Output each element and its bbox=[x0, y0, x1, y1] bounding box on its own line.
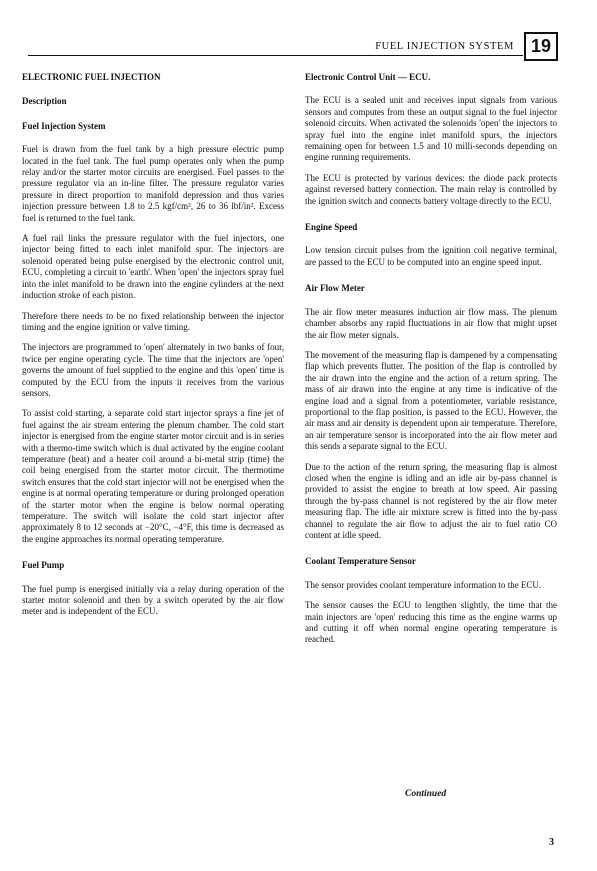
cold-start-paragraph: To assist cold starting, a separate cold start injector sprays a fine jet of fuel against the air stream entering the plenum chamber. The cold start injector is energised from the engine starter motor circuit and is in series with a thermo-time switch which is dual activated by the engine coolant temperature (heat) and a heater coil around a bi-metal strip (time) the coil being energised from the starter motor circuit. The thermotime switch ensures that the cold start injector will not be energised when the engine is at normal operating temperature or during prolonged operation of the starter motor when the engine is below normal operating temperature. The switch will isolate the cold start injector after approximately 8 to 12 seconds at −20°C, −4°F, this time is decreased as the engine approaches its normal operating temperature. bbox=[22, 408, 284, 544]
fuel-pump-heading: Fuel Pump bbox=[22, 560, 65, 571]
fuel-system-paragraph-3: Therefore there needs to be no fixed relationship between the injector timing and the engine ignition or valve timing. bbox=[22, 310, 284, 332]
page-number: 3 bbox=[549, 837, 554, 848]
fuel-injection-system-heading: Fuel Injection System bbox=[22, 120, 106, 131]
air-flow-meter-heading: Air Flow Meter bbox=[305, 283, 365, 294]
air-flow-paragraph-3: Due to the action of the return spring, the measuring flap is almost closed when the engine is idling and an idle air by-pass channel is provided to assist the engine to breath at low speed. Air passing through the by-pass channel is not registered by the air flow meter measuring flap. The idle air mixture screw is fitted into the by-pass channel to regulate the air flow to adjust the air to fuel ratio CO content at idle speed. bbox=[305, 461, 557, 540]
air-flow-paragraph-2: The movement of the measuring flap is dampened by a compensating flap which prevents flutter. The position of the flap is controlled by the air drawn into the engine and the action of a return spring. The mass of air drawn into the engine at any time is indicative of the engine load and a signal from a potentiometer, variable resistance, proportional to the flap position, is passed to the ECU. However, the air mass and air density is dependent upon air temperature. Therefore, an air temperature sensor is incorporated into the air flow meter and this sends a separate signal to the ECU. bbox=[305, 349, 557, 452]
fuel-pump-paragraph: The fuel pump is energised initially via a relay during operation of the starter motor solenoid and then by a switch operated by the air flow meter and is independent of the ECU. bbox=[22, 583, 284, 617]
coolant-temperature-heading: Coolant Temperature Sensor bbox=[305, 556, 416, 567]
page-header bbox=[0, 32, 597, 62]
fuel-system-paragraph-2: A fuel rail links the pressure regulator with the fuel injectors, one injector being fitted to each inlet manifold spur. The injectors are solenoid operated being pulse energised by the electronic control unit, ECU, completing a circuit to 'earth'. When 'open' the injectors spray fuel into the inlet manifold to be drawn into the engine cylinders at the next induction stroke of each piston. bbox=[22, 233, 284, 301]
continued-note: Continued bbox=[405, 789, 447, 799]
coolant-paragraph-1: The sensor provides coolant temperature information to the ECU. bbox=[305, 579, 542, 590]
right-column bbox=[305, 72, 557, 655]
fuel-system-paragraph-1: Fuel is drawn from the fuel tank by a high pressure electric pump located in the fuel tank. The fuel pump operates only when the pump relay and/or the starter motor circuits are energised. Fuel passes to the pressure regulator via an in-line filter. The pressure regulator varies pressure in direct proportion to manifold depression and thus varies injection pressure between 1.8 to 2.5 kgf/cm², 26 to 36 lbf/in². Excess fuel is returned to the fuel tank. bbox=[22, 144, 284, 223]
left-column bbox=[22, 72, 284, 627]
fuel-system-paragraph-4: The injectors are programmed to 'open' alternately in two banks of four, twice per engine operating cycle. The time that the injectors are 'open' governs the amount of fuel supplied to the engine and this 'open' time is computed by the ECU from the inputs it receives from the various sensors. bbox=[22, 342, 284, 398]
engine-speed-paragraph: Low tension circuit pulses from the ignition coil negative terminal, are passed to the ECU to be computed into an engine speed input. bbox=[305, 245, 557, 267]
ecu-paragraph-1: The ECU is a sealed unit and receives input signals from various sensors and computes from these an output signal to the fuel injector solenoid circuits. When activated the solenoids 'open' the injectors to spray fuel into the engine inlet manifold spurs, the injectors remaining open for between 1.5 and 10 milli-seconds depending on engine running requirements. bbox=[305, 95, 557, 163]
header-rule bbox=[28, 55, 523, 56]
main-heading: ELECTRONIC FUEL INJECTION bbox=[22, 72, 161, 82]
engine-speed-heading: Engine Speed bbox=[305, 222, 358, 233]
ecu-paragraph-2: The ECU is protected by various devices: the diode pack protects against reversed battery connection. The main relay is controlled by the ignition switch and connects battery voltage directly to the ECU. bbox=[305, 172, 557, 206]
header-title: FUEL INJECTION SYSTEM bbox=[375, 41, 514, 52]
ecu-heading: Electronic Control Unit — ECU. bbox=[305, 72, 431, 82]
coolant-paragraph-2: The sensor causes the ECU to lengthen slightly, the time that the main injectors are 'open' reducing this time as the engine warms up and cutting it off when normal engine operating temperature is reached. bbox=[305, 600, 557, 645]
chapter-number-box: 19 bbox=[524, 32, 558, 61]
description-heading: Description bbox=[22, 96, 67, 107]
air-flow-paragraph-1: The air flow meter measures induction air flow mass. The plenum chamber absorbs any rapid fluctuations in air flow that might upset the air flow meter signals. bbox=[305, 306, 557, 340]
